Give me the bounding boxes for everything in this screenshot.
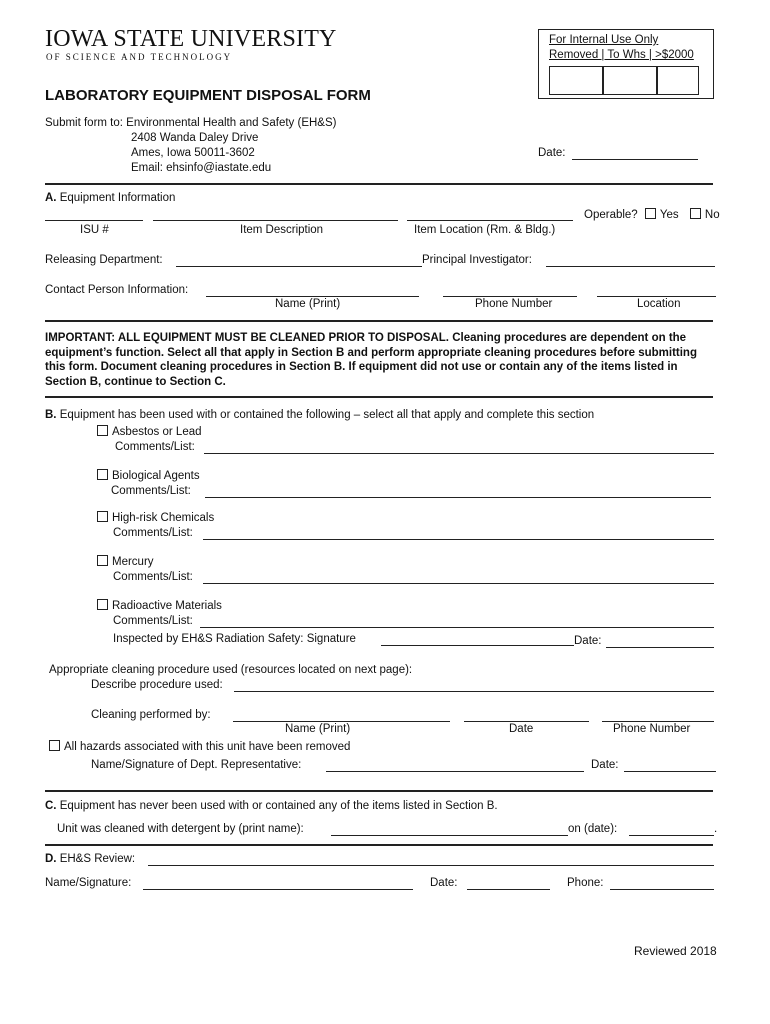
operable-question: Operable? Yes No — [584, 209, 720, 221]
comments-label: Comments/List: — [113, 615, 193, 627]
principal-investigator-field[interactable] — [546, 266, 715, 267]
asbestos-comments-field[interactable] — [204, 453, 714, 454]
form-title: LABORATORY EQUIPMENT DISPOSAL FORM — [45, 87, 371, 104]
cleaner-phone-field[interactable] — [602, 721, 714, 722]
contact-location-field[interactable] — [597, 296, 716, 297]
dept-rep-signature-field[interactable] — [326, 771, 584, 772]
inspected-date-field[interactable] — [606, 647, 714, 648]
contact-phone-field[interactable] — [443, 296, 577, 297]
contact-name-field[interactable] — [206, 296, 419, 297]
divider — [45, 320, 713, 322]
internal-use-box — [538, 29, 714, 99]
contact-name-label: Name (Print) — [275, 298, 341, 310]
important-notice: IMPORTANT: ALL EQUIPMENT MUST BE CLEANED PRIOR TO DISPOSAL. Cleaning procedures are dependent on the equipment’s function. Select all that apply in Section B and perform appropriate cleaning procedures before submitting this form. Document cleaning procedures in Section B. If equipment did not use or contain any of the items listed in Section B, continue to Section C. — [45, 332, 697, 388]
on-date-label: on (date): — [568, 823, 618, 835]
describe-procedure-label: Describe procedure used: — [91, 679, 223, 691]
principal-investigator-label: Principal Investigator: — [422, 254, 532, 266]
divider — [45, 844, 713, 846]
operable-yes-checkbox[interactable] — [645, 208, 656, 219]
section-c-heading: C. Equipment has never been used with or contained any of the items listed in Section B. — [45, 800, 498, 812]
contact-phone-label: Phone Number — [475, 298, 553, 310]
university-logo: IOWA STATE UNIVERSITY — [45, 26, 337, 52]
cleaner-name-field[interactable] — [233, 721, 450, 722]
item-description-label: Item Description — [240, 224, 324, 236]
ehs-phone-label: Phone: — [567, 877, 604, 889]
contact-location-label: Location — [637, 298, 681, 310]
isu-number-field[interactable] — [45, 220, 143, 221]
radioactive-comments-field[interactable] — [200, 627, 714, 628]
hazards-removed-checkbox[interactable] — [49, 740, 60, 751]
internal-box-removed[interactable] — [549, 66, 603, 95]
biological-option: Biological Agents — [97, 469, 200, 482]
internal-use-options: Removed | To Whs | >$2000 — [549, 49, 694, 61]
ehs-date-field[interactable] — [467, 889, 550, 890]
period: . — [714, 823, 718, 835]
radioactive-checkbox[interactable] — [97, 599, 108, 610]
item-location-field[interactable] — [407, 220, 573, 221]
comments-label: Comments/List: — [113, 527, 193, 539]
date-label: Date: — [538, 147, 566, 159]
cleaning-performed-label: Cleaning performed by: — [91, 709, 211, 721]
comments-label: Comments/List: — [111, 485, 191, 497]
inspected-date-label: Date: — [574, 635, 602, 647]
chemicals-comments-field[interactable] — [203, 539, 714, 540]
inspected-signature-field[interactable] — [381, 645, 574, 646]
comments-label: Comments/List: — [115, 441, 195, 453]
releasing-department-field[interactable] — [176, 266, 422, 267]
hazards-removed-option: All hazards associated with this unit have been removed — [49, 740, 350, 753]
cleaning-procedure-label: Appropriate cleaning procedure used (resources located on next page): — [49, 664, 413, 676]
section-b-heading: B. Equipment has been used with or contained the following – select all that apply and complete this section — [45, 409, 595, 421]
divider — [45, 396, 713, 398]
ehs-name-signature-field[interactable] — [143, 889, 413, 890]
cleaner-name-label: Name (Print) — [285, 723, 351, 735]
internal-use-label: For Internal Use Only — [549, 34, 659, 46]
dept-rep-date-field[interactable] — [624, 771, 716, 772]
submit-address1: 2408 Wanda Daley Drive — [131, 132, 259, 144]
chemicals-checkbox[interactable] — [97, 511, 108, 522]
isu-label: ISU # — [80, 224, 109, 236]
ehs-review-field[interactable] — [148, 865, 714, 866]
submit-email: Email: ehsinfo@iastate.edu — [131, 162, 272, 174]
unit-cleaned-date-field[interactable] — [629, 835, 714, 836]
mercury-comments-field[interactable] — [203, 583, 714, 584]
unit-cleaned-name-field[interactable] — [331, 835, 568, 836]
ehs-phone-field[interactable] — [610, 889, 714, 890]
operable-no-checkbox[interactable] — [690, 208, 701, 219]
item-description-field[interactable] — [153, 220, 398, 221]
divider — [45, 183, 713, 185]
unit-cleaned-label: Unit was cleaned with detergent by (print name): — [57, 823, 304, 835]
ehs-date-label: Date: — [430, 877, 458, 889]
submit-address2: Ames, Iowa 50011-3602 — [131, 147, 255, 159]
university-logo-subtitle: OF SCIENCE AND TECHNOLOGY — [46, 52, 233, 62]
dept-rep-label: Name/Signature of Dept. Representative: — [91, 759, 302, 771]
divider — [45, 790, 713, 792]
chemicals-option: High-risk Chemicals — [97, 511, 214, 524]
revision-note: Reviewed 2018 — [634, 944, 717, 958]
radioactive-option: Radioactive Materials — [97, 599, 222, 612]
contact-person-label: Contact Person Information: — [45, 284, 189, 296]
inspected-label: Inspected by EH&S Radiation Safety: Signature — [113, 633, 356, 645]
cleaner-phone-label: Phone Number — [613, 723, 691, 735]
mercury-option: Mercury — [97, 555, 154, 568]
dept-rep-date-label: Date: — [591, 759, 619, 771]
internal-box-to-whs[interactable] — [603, 66, 657, 95]
cleaning-date-field[interactable] — [464, 721, 589, 722]
comments-label: Comments/List: — [113, 571, 193, 583]
submit-label: Submit form to: Environmental Health and Safety (EH&S) — [45, 117, 337, 129]
date-field[interactable] — [572, 159, 698, 160]
item-location-label: Item Location (Rm. & Bldg.) — [414, 224, 556, 236]
section-d-heading: D. EH&S Review: — [45, 853, 136, 865]
section-a-heading: A. Equipment Information — [45, 192, 176, 204]
biological-comments-field[interactable] — [205, 497, 711, 498]
mercury-checkbox[interactable] — [97, 555, 108, 566]
asbestos-option: Asbestos or Lead — [97, 425, 202, 438]
describe-procedure-field[interactable] — [234, 691, 714, 692]
internal-box-over-2000[interactable] — [657, 66, 699, 95]
ehs-name-signature-label: Name/Signature: — [45, 877, 132, 889]
biological-checkbox[interactable] — [97, 469, 108, 480]
cleaning-date-label: Date — [509, 723, 534, 735]
releasing-department-label: Releasing Department: — [45, 254, 163, 266]
asbestos-checkbox[interactable] — [97, 425, 108, 436]
